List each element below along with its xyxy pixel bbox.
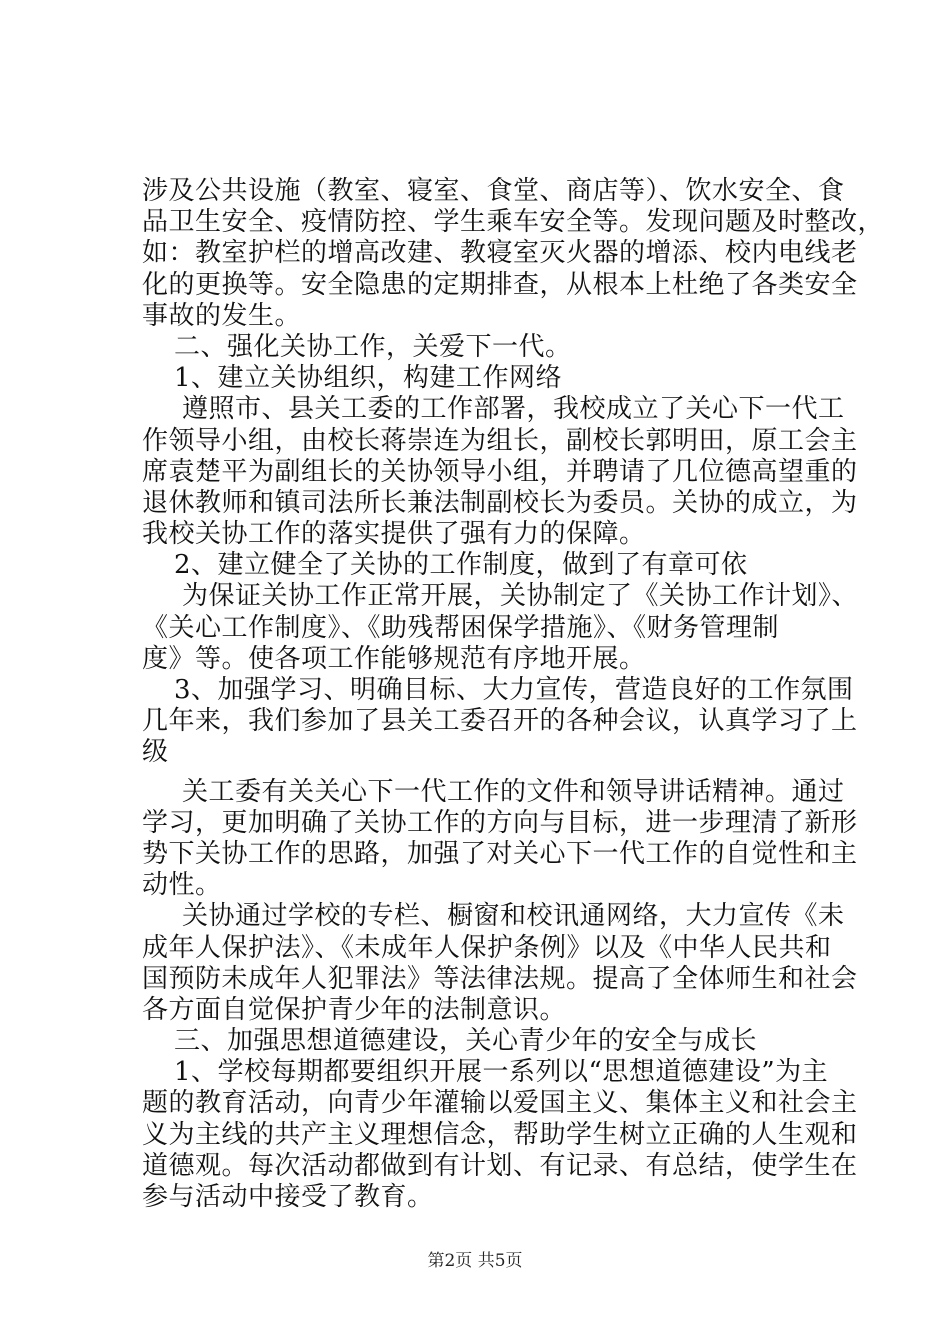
text-line: 事故的发生。	[142, 300, 302, 331]
text-line: 动性。	[142, 870, 222, 901]
text-line: 学习，更加明确了关协工作的方向与目标，进一步理清了新形	[142, 807, 858, 838]
text-line: 题的教育活动，向青少年灌输以爱国主义、集体主义和社会主	[142, 1088, 858, 1119]
text-line: 1、学校每期都要组织开展一系列以“思想道德建设”为主	[174, 1057, 829, 1088]
section-heading: 三、加强思想道德建设，关心青少年的安全与成长	[174, 1026, 758, 1057]
subsection-heading: 2、建立健全了关协的工作制度，做到了有章可依	[174, 550, 748, 581]
document-body	[142, 176, 885, 1213]
text-line: 关协通过学校的专栏、橱窗和校讯通网络，大力宣传《未	[182, 901, 845, 932]
text-line: 级	[142, 737, 169, 768]
text-line: 成年人保护法》、《未成年人保护条例》以及《中华人民共和	[142, 932, 832, 963]
section-heading: 二、强化关协工作，关爱下一代。	[174, 331, 572, 362]
text-line: 化的更换等。安全隐患的定期排查，从根本上杜绝了各类安全	[142, 269, 858, 300]
text-line: 势下关协工作的思路，加强了对关心下一代工作的自觉性和主	[142, 838, 858, 869]
text-line: 涉及公共设施（教室、寝室、食堂、商店等）、饮水安全、食	[142, 176, 845, 206]
text-line: 退休教师和镇司法所长兼法制副校长为委员。关协的成立，为	[142, 487, 858, 518]
text-line: 道德观。每次活动都做到有计划、有记录、有总结，使学生在	[142, 1150, 858, 1181]
text-line: 几年来，我们参加了县关工委召开的各种会议，认真学习了上	[142, 706, 858, 737]
text-line: 如：教室护栏的增高改建、教寝室灭火器的增添、校内电线老	[142, 238, 858, 269]
subsection-heading: 3、加强学习、明确目标、大力宣传，营造良好的工作氛围	[174, 675, 854, 705]
text-line: 席袁楚平为副组长的关协领导小组，并聘请了几位德高望重的	[142, 456, 858, 487]
text-line: 作领导小组，由校长蒋崇连为组长，副校长郭明田，原工会主	[142, 425, 858, 456]
page-number-footer: 第2页 共5页	[427, 1251, 523, 1271]
text-line: 《关心工作制度》、《助残帮困保学措施》、《财务管理制	[142, 612, 780, 643]
text-line: 度》等。使各项工作能够规范有序地开展。	[142, 643, 646, 674]
text-line: 义为主线的共产主义理想信念，帮助学生树立正确的人生观和	[142, 1119, 858, 1150]
text-line: 关工委有关关心下一代工作的文件和领导讲话精神。通过	[182, 776, 845, 807]
text-line: 参与活动中接受了教育。	[142, 1182, 434, 1212]
text-line: 为保证关协工作正常开展，关协制定了《关协工作计划》、	[182, 581, 859, 612]
text-line: 品卫生安全、疫情防控、学生乘车安全等。发现问题及时整改，	[142, 207, 885, 238]
text-line: 各方面自觉保护青少年的法制意识。	[142, 994, 567, 1025]
paragraph-gap	[142, 769, 832, 777]
text-line: 国预防未成年人犯罪法》等法律法规。提高了全体师生和社会	[142, 963, 858, 994]
text-line: 遵照市、县关工委的工作部署，我校成立了关心下一代工	[182, 394, 845, 425]
subsection-heading: 1、建立关协组织，构建工作网络	[174, 363, 563, 394]
text-line: 我校关协工作的落实提供了强有力的保障。	[142, 519, 646, 550]
